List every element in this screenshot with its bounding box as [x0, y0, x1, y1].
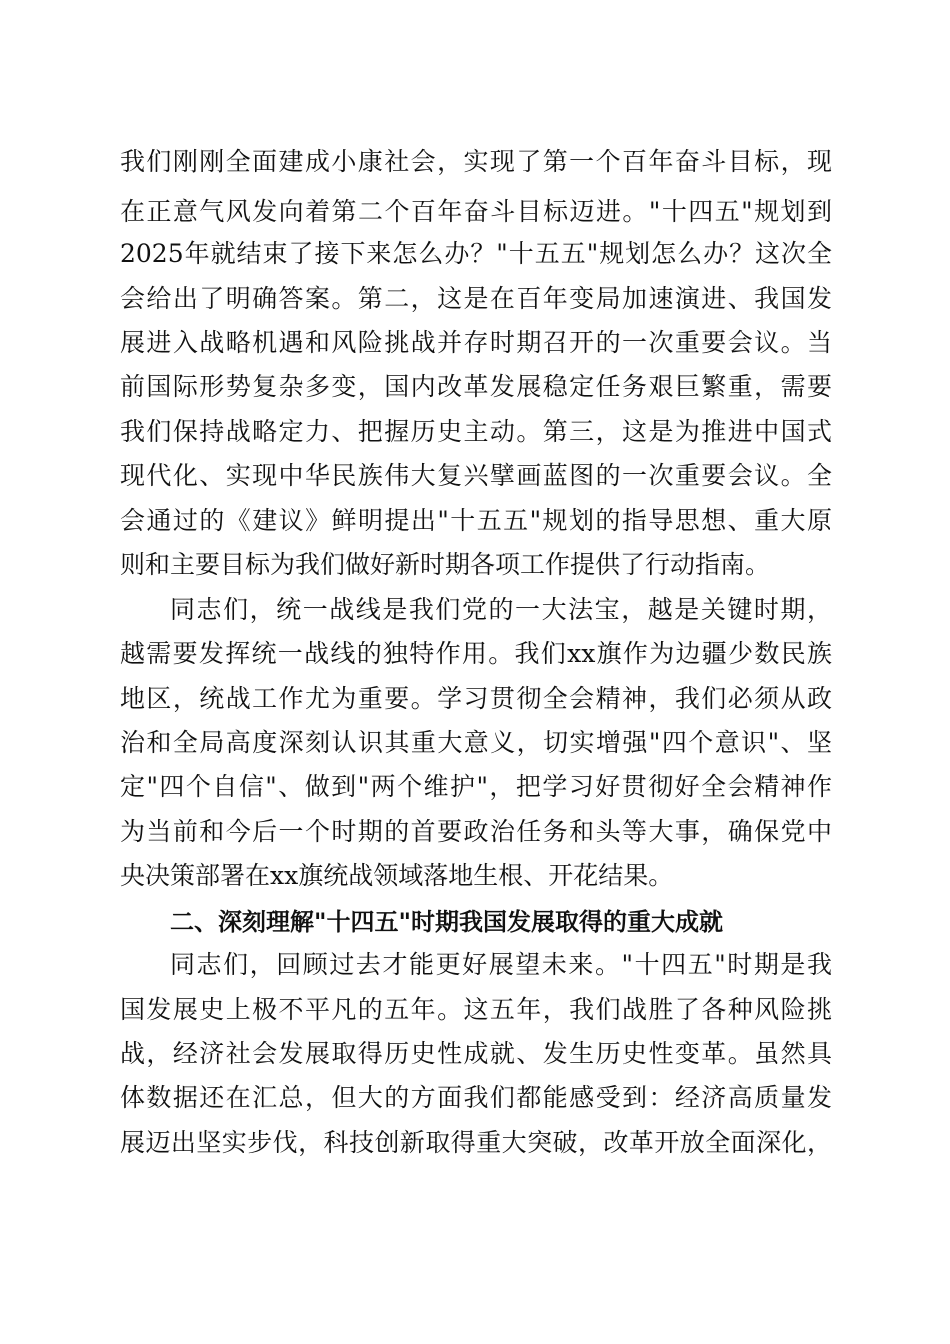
paragraph-3-line-5: 展迈出坚实步伐，科技创新取得重大突破，改革开放全面深化，	[120, 1128, 832, 1157]
paragraph-1-line-6: 前国际形势复杂多变，国内改革发展稳定任务艰巨繁重，需要	[120, 372, 832, 401]
paragraph-1-line-1: 我们刚刚全面建成小康社会，实现了第一个百年奋斗目标，现	[120, 147, 832, 176]
paragraph-2-line-7: 央决策部署在xx旗统战领域落地生根、开花结果。	[120, 861, 674, 890]
paragraph-3-line-2: 国发展史上极不平凡的五年。这五年，我们战胜了各种风险挑	[120, 995, 832, 1024]
section-2-heading: 二、深刻理解"十四五"时期我国发展取得的重大成就	[170, 908, 724, 936]
paragraph-3-line-4: 体数据还在汇总，但大的方面我们都能感受到：经济高质量发	[120, 1083, 832, 1112]
paragraph-2-line-4: 治和全局高度深刻认识其重大意义，切实增强"四个意识"、坚	[120, 728, 832, 757]
paragraph-1-line-8: 现代化、实现中华民族伟大复兴擘画蓝图的一次重要会议。全	[120, 461, 832, 490]
paragraph-1-line-4: 会给出了明确答案。第二，这是在百年变局加速演进、我国发	[120, 284, 832, 313]
paragraph-2-line-6: 为当前和今后一个时期的首要政治任务和头等大事，确保党中	[120, 817, 832, 846]
paragraph-2-line-1: 同志们，统一战线是我们党的一大法宝，越是关键时期，	[170, 595, 832, 624]
paragraph-3-line-1: 同志们，回顾过去才能更好展望未来。"十四五"时期是我	[170, 950, 832, 979]
paragraph-1-line-7: 我们保持战略定力、把握历史主动。第三，这是为推进中国式	[120, 417, 832, 446]
paragraph-2-line-5: 定"四个自信"、做到"两个维护"，把学习好贯彻好全会精神作	[120, 772, 832, 801]
paragraph-2-line-3: 地区，统战工作尤为重要。学习贯彻全会精神，我们必须从政	[120, 684, 832, 713]
paragraph-1-line-2: 在正意气风发向着第二个百年奋斗目标迈进。"十四五"规划到	[120, 197, 832, 226]
paragraph-1-line-9: 会通过的《建议》鲜明提出"十五五"规划的指导思想、重大原	[120, 506, 832, 535]
paragraph-1-line-10: 则和主要目标为我们做好新时期各项工作提供了行动指南。	[120, 550, 771, 579]
paragraph-1-line-3: 2025年就结束了接下来怎么办？"十五五"规划怎么办？这次全	[120, 239, 832, 268]
paragraph-1-line-5: 展进入战略机遇和风险挑战并存时期召开的一次重要会议。当	[120, 328, 832, 357]
paragraph-3-line-3: 战，经济社会发展取得历史性成就、发生历史性变革。虽然具	[120, 1039, 832, 1068]
paragraph-2-line-2: 越需要发挥统一战线的独特作用。我们xx旗作为边疆少数民族	[120, 639, 832, 668]
